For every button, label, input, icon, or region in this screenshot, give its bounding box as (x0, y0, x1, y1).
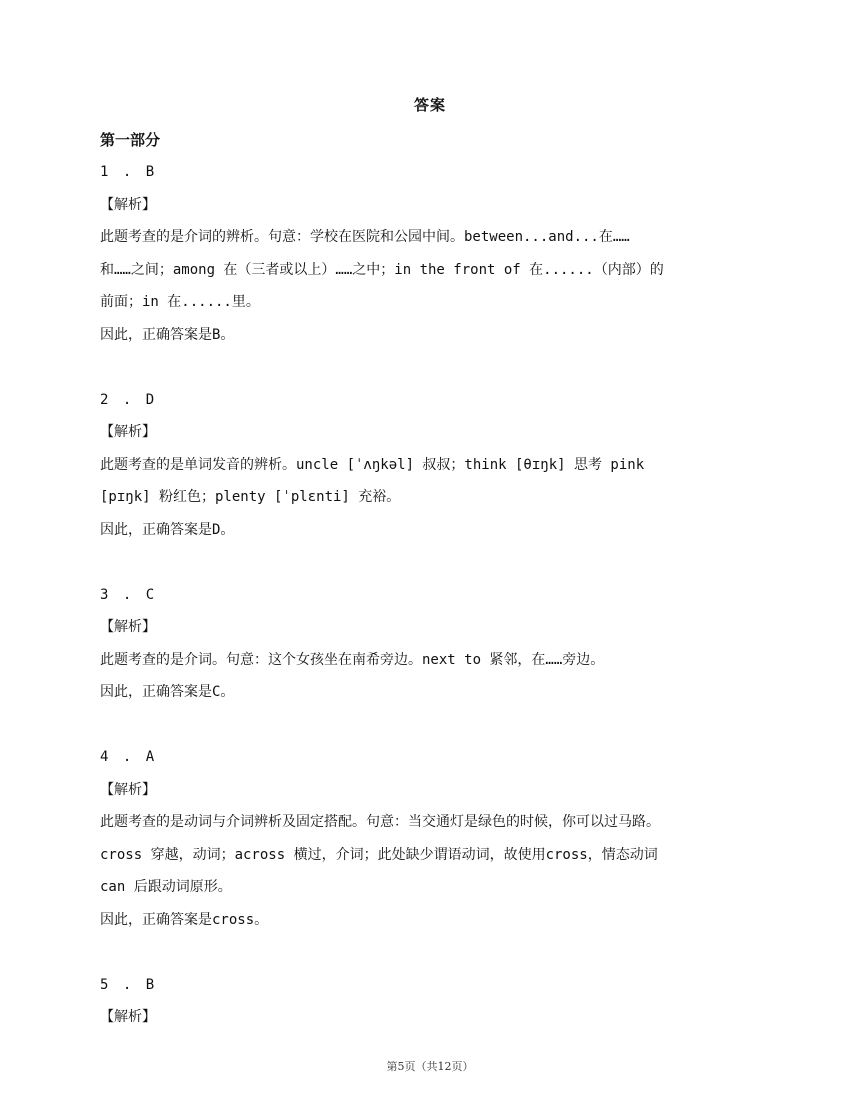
analysis-line: 和……之间；among 在（三者或以上）……之中；in the front of 在......（内部）的 (100, 261, 664, 278)
answer-content (100, 124, 790, 1034)
answer-line: 因此，正确答案是cross。 (100, 911, 269, 928)
question-block (100, 156, 790, 351)
spacer (100, 709, 790, 742)
question-number: 5 . B (100, 976, 158, 993)
analysis-line: 此题考查的是动词与介词辨析及固定搭配。句意：当交通灯是绿色的时候，你可以过马路。 (100, 814, 660, 830)
analysis-line: cross 穿越，动词；across 横过，介词；此处缺少谓语动词，故使用cross，情态动词 (100, 846, 658, 863)
analysis-line: 此题考查的是介词的辨析。句意：学校在医院和公园中间。between...and...在…… (100, 229, 630, 245)
page-footer: 第5页（共12页） (386, 1060, 474, 1073)
answer-line: 因此，正确答案是D。 (100, 521, 235, 538)
question-block (100, 579, 790, 709)
analysis-label: 【解析】 (100, 196, 156, 213)
question-block (100, 969, 790, 1034)
analysis-line: can 后跟动词原形。 (100, 879, 232, 895)
answer-line: 因此，正确答案是B。 (100, 326, 235, 343)
analysis-label: 【解析】 (100, 1009, 156, 1025)
analysis-line: 前面；in 在......里。 (100, 294, 260, 310)
analysis-label: 【解析】 (100, 619, 156, 635)
spacer (100, 546, 790, 579)
question-number: 4 . A (100, 749, 158, 765)
question-number: 2 . D (100, 391, 158, 408)
section-heading: 第一部分 (100, 131, 161, 149)
analysis-label: 【解析】 (100, 781, 156, 798)
question-number: 3 . C (100, 586, 158, 603)
analysis-line: 此题考查的是介词。句意：这个女孩坐在南希旁边。next to 紧邻，在……旁边。 (100, 651, 605, 668)
analysis-label: 【解析】 (100, 424, 156, 440)
answer-line: 因此，正确答案是C。 (100, 684, 235, 700)
spacer (100, 351, 790, 384)
question-block (100, 741, 790, 936)
page-title: 答案 (413, 96, 446, 114)
analysis-line: [pɪŋk] 粉红色；plenty [ˈplɛnti] 充裕。 (100, 489, 401, 505)
question-block (100, 384, 790, 547)
analysis-line: 此题考查的是单词发音的辨析。uncle [ˈʌŋkəl] 叔叔；think [θɪŋk] 思考 pink (100, 456, 645, 473)
question-number: 1 . B (100, 164, 158, 180)
spacer (100, 936, 790, 969)
